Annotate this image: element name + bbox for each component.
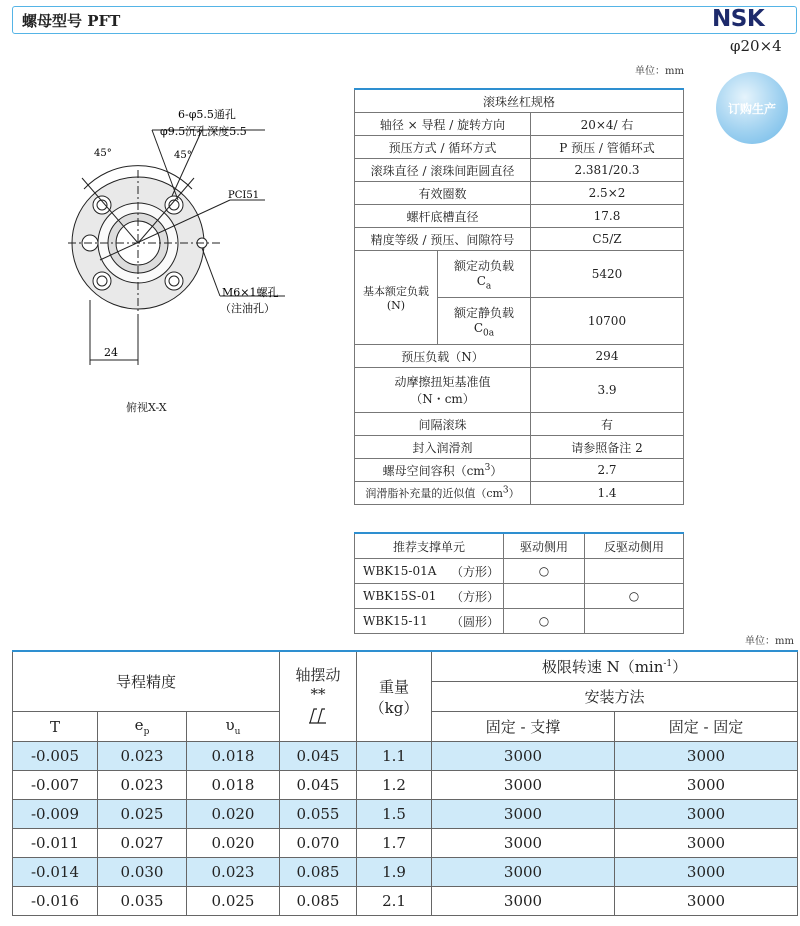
support-drive-mark: ○	[504, 559, 585, 584]
cell-ep: 0.023	[98, 771, 187, 800]
cell-ep: 0.025	[98, 800, 187, 829]
static-load-label: 额定静负载	[453, 305, 514, 320]
spec-value: 20×4/ 右	[531, 113, 684, 136]
col-ep-symbol: e	[134, 716, 144, 734]
cell-T: -0.007	[13, 771, 98, 800]
angle-left-label: 45°	[94, 148, 112, 159]
support-shape: （圆形）	[447, 609, 503, 634]
torque-label: 动摩擦扭矩基准值	[394, 375, 491, 389]
speed-header	[432, 651, 798, 682]
spec-value: P 预压 / 管循环式	[531, 136, 684, 159]
weight-header	[357, 651, 432, 742]
speed-label: 极限转速 N（min	[541, 658, 664, 676]
cell-T: -0.014	[13, 858, 98, 887]
cell-ep: 0.030	[98, 858, 187, 887]
pcd-label: PCI51	[228, 190, 260, 201]
badge-label: 订购生产	[727, 101, 776, 116]
support-header: 反驱动侧用	[585, 533, 684, 559]
unit-label: 单位：mm	[635, 66, 684, 77]
support-model: WBK15-11	[355, 609, 448, 634]
support-drive-mark: ○	[504, 609, 585, 634]
support-drive-mark	[504, 584, 585, 609]
cell-weight: 1.5	[357, 800, 432, 829]
col-fixed-support-header: 固定 - 支撑	[432, 712, 615, 742]
spec-label: 滚珠直径 / 滚珠间距圆直径	[355, 159, 531, 182]
cell-weight: 1.2	[357, 771, 432, 800]
cell-vu: 0.018	[187, 771, 280, 800]
speed-sup: -1	[663, 659, 673, 669]
volume-label-cell	[355, 459, 531, 482]
dynamic-load-cell	[438, 251, 531, 298]
volume-sup: 3	[484, 462, 491, 473]
cell-fixed-fixed: 3000	[615, 742, 798, 771]
spec-value: C5/Z	[531, 228, 684, 251]
support-header: 推荐支撑单元	[355, 533, 504, 559]
unit-label: 单位：mm	[745, 636, 794, 647]
spec-label: 螺杆底槽直径	[355, 205, 531, 228]
grease-label: 润滑脂补充量的近似值（cm	[365, 487, 503, 500]
spec-label: 有效圈数	[355, 182, 531, 205]
cell-vu: 0.020	[187, 800, 280, 829]
load-label: 基本额定负载	[363, 285, 429, 298]
cell-T: -0.016	[13, 887, 98, 916]
cell-runout: 0.070	[280, 829, 357, 858]
support-shape: （方形）	[447, 559, 503, 584]
cell-T: -0.009	[13, 800, 98, 829]
spec-value: 2.381/20.3	[531, 159, 684, 182]
cell-weight: 2.1	[357, 887, 432, 916]
angle-right-label: 45°	[174, 150, 192, 161]
header-bar	[12, 6, 797, 34]
cell-fixed-fixed: 3000	[615, 887, 798, 916]
static-load-value: 10700	[531, 298, 684, 345]
performance-table	[12, 650, 798, 916]
spec-caption: 滚珠丝杠规格	[355, 89, 684, 113]
nut-flange-drawing	[60, 100, 300, 390]
spec-label: 预压方式 / 循环方式	[355, 136, 531, 159]
size-label: φ20×4	[730, 37, 782, 55]
col-T-header: T	[13, 712, 98, 742]
spec-label: 间隔滚珠	[355, 413, 531, 436]
load-unit: (N)	[386, 299, 406, 312]
dynamic-load-label: 额定动负载	[453, 258, 514, 273]
cell-weight: 1.7	[357, 829, 432, 858]
cell-fixed-support: 3000	[432, 771, 615, 800]
cell-vu: 0.023	[187, 858, 280, 887]
table-row	[13, 771, 798, 800]
dynamic-load-value: 5420	[531, 251, 684, 298]
volume-label: 螺母空间容积（cm	[382, 463, 485, 478]
col-fixed-fixed-header: 固定 - 固定	[615, 712, 798, 742]
grease-label-cell	[355, 482, 531, 505]
spec-table	[354, 88, 684, 505]
cell-T: -0.005	[13, 742, 98, 771]
table-row	[13, 742, 798, 771]
col-vu-header	[187, 712, 280, 742]
holes-label: 6-φ5.5通孔	[178, 108, 236, 121]
cell-ep: 0.035	[98, 887, 187, 916]
grease-sup: 3	[502, 485, 509, 496]
spec-value: 294	[531, 345, 684, 368]
spec-label: 轴径 × 导程 / 旋转方向	[355, 113, 531, 136]
mounting-header: 安装方法	[432, 682, 798, 712]
weight-label: 重量	[378, 677, 409, 696]
cell-ep: 0.027	[98, 829, 187, 858]
grease-value: 1.4	[531, 482, 684, 505]
brand-logo: NSK	[712, 6, 765, 32]
support-unit-table	[354, 532, 684, 634]
cell-fixed-fixed: 3000	[615, 800, 798, 829]
cell-vu: 0.020	[187, 829, 280, 858]
support-shape: （方形）	[447, 584, 503, 609]
cell-weight: 1.1	[357, 742, 432, 771]
table-row	[13, 887, 798, 916]
runout-header	[280, 651, 357, 742]
volume-close: ）	[490, 463, 503, 478]
static-load-symbol: C	[473, 320, 484, 335]
cell-fixed-support: 3000	[432, 858, 615, 887]
order-production-badge[interactable]	[716, 72, 788, 144]
cell-T: -0.011	[13, 829, 98, 858]
spec-label: 封入润滑剂	[355, 436, 531, 459]
runout-symbol-icon	[307, 703, 329, 725]
cell-fixed-support: 3000	[432, 829, 615, 858]
support-header: 驱动侧用	[504, 533, 585, 559]
col-ep-sub: p	[143, 727, 150, 737]
cell-fixed-support: 3000	[432, 800, 615, 829]
dynamic-load-sub: a	[485, 281, 492, 292]
static-load-sub: 0a	[483, 328, 495, 339]
support-nondrive-mark	[585, 609, 684, 634]
cell-fixed-support: 3000	[432, 742, 615, 771]
cell-fixed-fixed: 3000	[615, 771, 798, 800]
cell-fixed-fixed: 3000	[615, 829, 798, 858]
table-row	[13, 800, 798, 829]
spec-value: 请参照备注 2	[531, 436, 684, 459]
speed-close: ）	[672, 658, 688, 676]
col-vu-symbol: υ	[225, 716, 235, 734]
support-model: WBK15S-01	[355, 584, 448, 609]
spec-value: 有	[531, 413, 684, 436]
cell-runout: 0.045	[280, 742, 357, 771]
cell-runout: 0.085	[280, 858, 357, 887]
support-nondrive-mark: ○	[585, 584, 684, 609]
spec-label: 精度等级 / 预压、间隙符号	[355, 228, 531, 251]
dimension-24-label: 24	[104, 346, 118, 359]
cell-runout: 0.055	[280, 800, 357, 829]
torque-label-cell	[355, 368, 531, 413]
lead-accuracy-header: 导程精度	[13, 651, 280, 712]
page-title: 螺母型号 PFT	[22, 12, 121, 30]
cell-vu: 0.025	[187, 887, 280, 916]
torque-value: 3.9	[531, 368, 684, 413]
spec-value: 2.5×2	[531, 182, 684, 205]
grease-close: ）	[508, 487, 520, 500]
table-row	[13, 858, 798, 887]
cell-runout: 0.045	[280, 771, 357, 800]
spec-value: 17.8	[531, 205, 684, 228]
runout-label: 轴摆动	[295, 666, 341, 684]
dynamic-load-symbol: C	[476, 273, 486, 288]
spec-label: 预压负载（N）	[355, 345, 531, 368]
cell-ep: 0.023	[98, 742, 187, 771]
col-vu-sub: u	[234, 727, 241, 737]
runout-mark: **	[310, 685, 326, 703]
support-nondrive-mark	[585, 559, 684, 584]
load-label-cell	[355, 251, 438, 345]
cell-fixed-support: 3000	[432, 887, 615, 916]
thread-note-label: （注油孔）	[220, 302, 275, 315]
volume-value: 2.7	[531, 459, 684, 482]
support-model: WBK15-01A	[355, 559, 448, 584]
cell-fixed-fixed: 3000	[615, 858, 798, 887]
weight-unit: （kg）	[369, 698, 419, 717]
counterbore-label: φ9.5沉孔深度5.5	[160, 125, 247, 138]
cell-runout: 0.085	[280, 887, 357, 916]
table-row	[13, 829, 798, 858]
torque-unit: （N・cm）	[410, 392, 475, 406]
col-ep-header	[98, 712, 187, 742]
thread-label: M6×1螺孔	[222, 286, 279, 299]
static-load-cell	[438, 298, 531, 345]
cell-weight: 1.9	[357, 858, 432, 887]
cell-vu: 0.018	[187, 742, 280, 771]
drawing-caption: 俯视X-X	[126, 401, 167, 414]
